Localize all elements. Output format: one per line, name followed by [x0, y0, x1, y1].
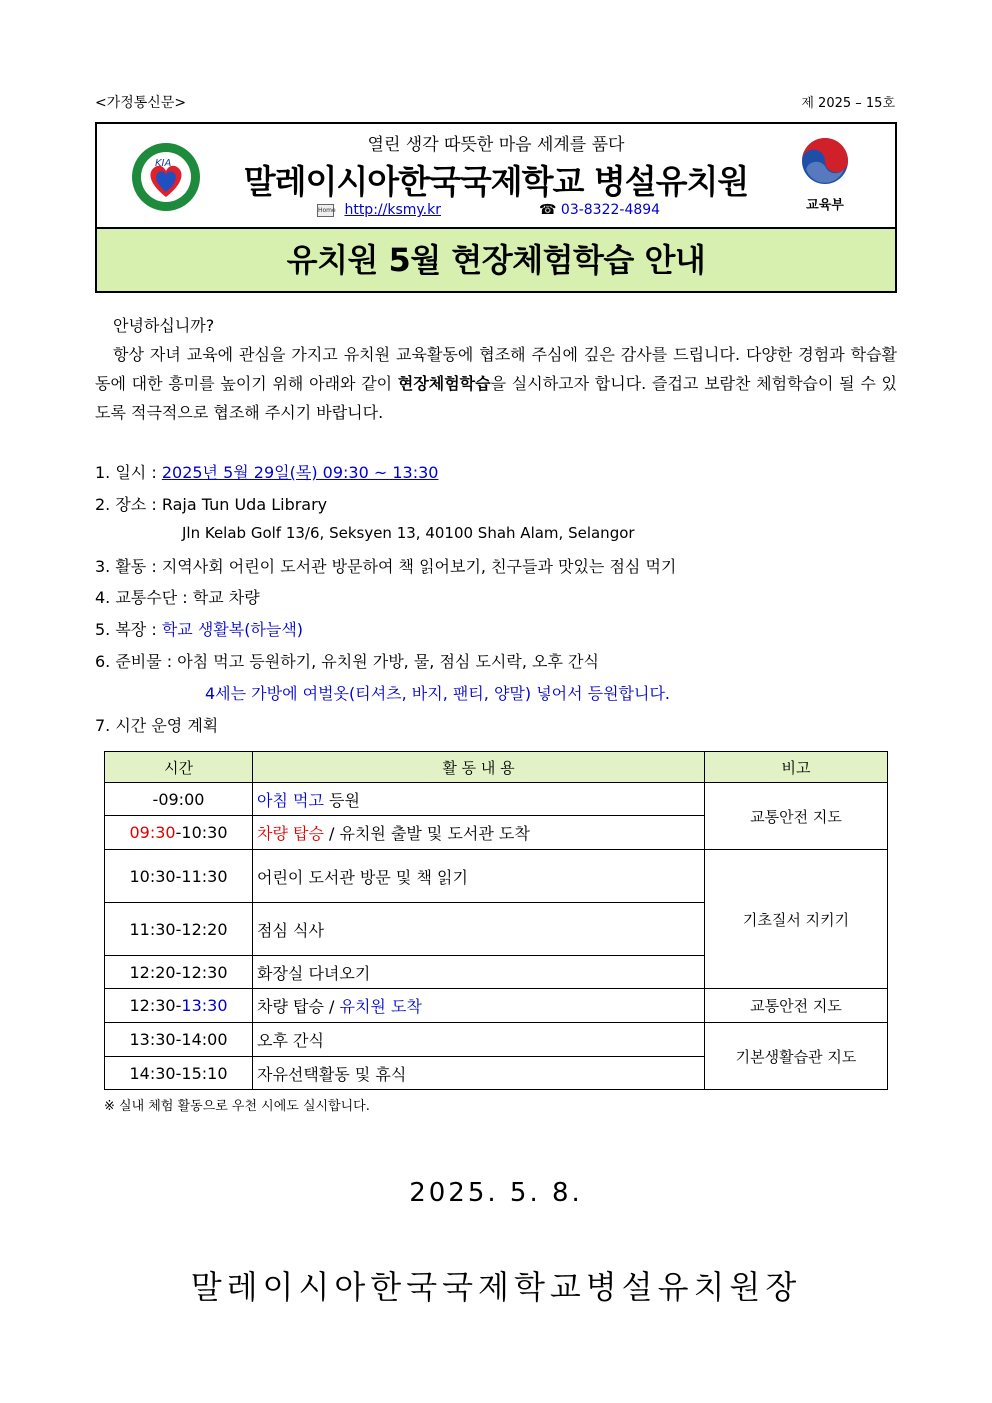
item-preparation: 6. 준비물 : 아침 먹고 등원하기, 유치원 가방, 물, 점심 도시락, 오후 간식	[95, 652, 599, 671]
preparation-note: 4세는 가방에 여벌옷(티셔츠, 바지, 팬티, 양말) 넣어서 등원합니다.	[205, 684, 671, 703]
note-cell: 기초질서 지키기	[705, 850, 888, 989]
place-address: Jln Kelab Golf 13/6, Seksyen 13, 40100 Shah Alam, Selangor	[182, 524, 635, 542]
principal-signature: 말레이시아한국국제학교병설유치원장	[190, 1268, 802, 1306]
issue-number: 제 2025 – 15호	[801, 96, 895, 111]
website-contact	[317, 202, 441, 218]
table-row: 09:30-10:30 차량 탑승 / 유치원 출발 및 도서관 도착	[105, 816, 888, 850]
table-row: 11:30-12:20 점심 식사	[105, 903, 888, 956]
item-activity: 3. 활동 : 지역사회 어린이 도서관 방문하여 책 읽어보기, 친구들과 맛있는 점심 먹기	[95, 557, 677, 576]
item-transport: 4. 교통수단 : 학교 차량	[95, 588, 260, 607]
document-type: <가정통신문>	[95, 95, 187, 111]
item-clothes: 5. 복장 : 학교 생활복(하늘색)	[95, 620, 304, 639]
phone-icon: ☎	[539, 202, 557, 218]
issue-date: 2025. 5. 8.	[409, 1178, 583, 1208]
letterhead	[95, 122, 897, 293]
table-row: 10:30-11:30 어린이 도서관 방문 및 책 읽기 기초질서 지키기	[105, 850, 888, 903]
header-activity: 활 동 내 용	[253, 752, 705, 783]
table-row: 13:30-14:00 오후 간식 기본생활습관 지도	[105, 1023, 888, 1057]
greeting: 안녕하십니까?	[113, 316, 215, 335]
item-date: 1. 일시 : 2025년 5월 29일(목) 09:30 ~ 13:30	[95, 463, 439, 482]
table-header-row	[105, 752, 888, 783]
school-motto: 열린 생각 따뜻한 마음 세계를 품다	[367, 135, 625, 155]
table-row: 14:30-15:10 자유선택활동 및 휴식	[105, 1057, 888, 1090]
item-schedule: 7. 시간 운영 계획	[95, 716, 219, 735]
note-cell: 교통안전 지도	[705, 989, 888, 1023]
notice-title: 유치원 5월 현장체험학습 안내	[97, 229, 895, 291]
ministry-label: 교육부	[806, 198, 844, 213]
header-time: 시간	[105, 752, 253, 783]
phone-contact	[539, 202, 660, 218]
website-link[interactable]: http://ksmy.kr	[344, 202, 441, 218]
taegeuk-icon	[800, 136, 850, 186]
table-row: -09:00 아침 먹고 등원 교통안전 지도	[105, 783, 888, 816]
table-row: 12:30-13:30 차량 탑승 / 유치원 도착 교통안전 지도	[105, 989, 888, 1023]
note-cell: 기본생활습관 지도	[705, 1023, 888, 1090]
home-icon: Home	[317, 204, 334, 217]
svg-text:KIA: KIA	[155, 158, 172, 169]
table-row: 12:20-12:30 화장실 다녀오기	[105, 956, 888, 989]
note-cell: 교통안전 지도	[705, 783, 888, 850]
phone-number: 03-8322-4894	[560, 202, 661, 218]
item-place: 2. 장소 : Raja Tun Uda Library	[95, 495, 328, 514]
rain-footnote: ※ 실내 체험 활동으로 우천 시에도 실시합니다.	[104, 1099, 370, 1114]
schedule-table	[104, 751, 888, 1090]
school-name: 말레이시아한국국제학교 병설유치원	[243, 162, 749, 201]
intro-body: 항상 자녀 교육에 관심을 가지고 유치원 교육활동에 협조해 주심에 깊은 감사를 드립니다. 다양한 경험과 학습활동에 대한 흥미를 높이기 위해 아래와 같이 현장체험학습을 실시하고자 합니다. 즐겁고 보람찬 체험학습이 될 수 있도록 적극적으로 협조해 주시기 바랍니다.	[95, 345, 898, 422]
ministry-logo	[793, 136, 857, 216]
header-note: 비고	[705, 752, 888, 783]
